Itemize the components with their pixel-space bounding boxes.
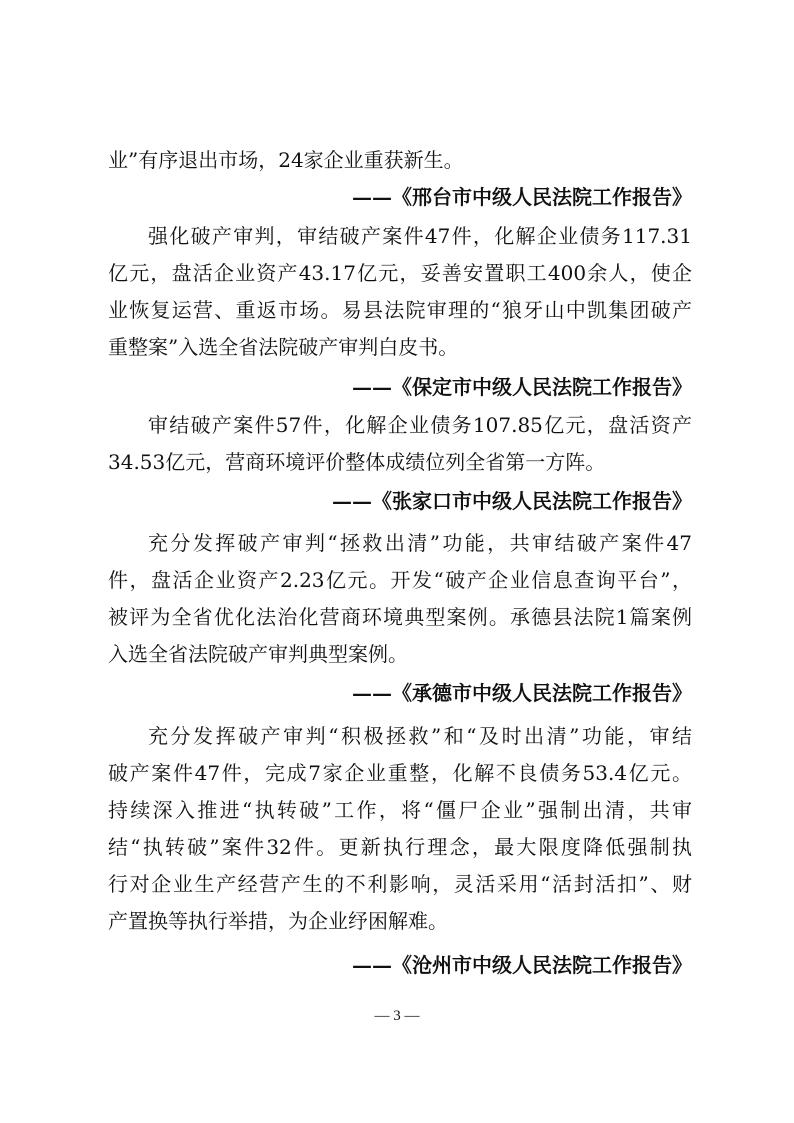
paragraph-zhangjiakou [108,407,692,481]
page-number: — 3 — [374,1008,420,1024]
source-zhangjiakou: ——《张家口市中级人民法院工作报告》 [332,489,692,513]
paragraph-intro-tail [108,142,692,179]
source-cangzhou: ——《沧州市中级人民法院工作报告》 [352,953,692,977]
text-line: 件，盘活企业资产2.23亿元。开发“破产企业信息查询平台”， [108,568,692,592]
text-line: 充分发挥破产审判“积极拯救”和“及时出清”功能，审结 [148,724,692,748]
source-baoding: ——《保定市中级人民法院工作报告》 [352,375,692,399]
source-chengde: ——《承德市中级人民法院工作报告》 [352,681,692,705]
text-line: 入选全省法院破产审判典型案例。 [108,642,408,666]
source-xingtai: ——《邢台市中级人民法院工作报告》 [352,185,692,209]
text-line: 34.53亿元，营商环境评价整体成绩位列全省第一方阵。 [108,450,606,474]
text-line: 行对企业生产经营产生的不利影响，灵活采用“活封活扣”、财 [108,872,692,896]
text-line: 破产案件47件，完成7家企业重整，化解不良债务53.4亿元。 [108,761,692,785]
paragraph-chengde [108,525,692,673]
text-line: 重整案”入选全省法院破产审判白皮书。 [108,335,459,359]
paragraph-cangzhou [108,718,692,940]
text-line: 结“执转破”案件32件。更新执行理念，最大限度降低强制执 [108,835,692,859]
text-line: 业恢复运营、重返市场。易县法院审理的“狼牙山中凯集团破产 [108,298,692,322]
text-line: 业”有序退出市场，24家企业重获新生。 [108,148,464,172]
text-line: 被评为全省优化法治化营商环境典型案例。承德县法院1篇案例 [108,605,692,629]
paragraph-baoding [108,218,692,366]
text-line: 强化破产审判，审结破产案件47件，化解企业债务117.31 [148,224,692,248]
text-line: 充分发挥破产审判“拯救出清”功能，共审结破产案件47 [148,531,692,555]
text-line: 产置换等执行举措，为企业纾困解难。 [108,909,448,933]
text-line: 审结破产案件57件，化解企业债务107.85亿元，盘活资产 [148,413,692,437]
text-line: 持续深入推进“执转破”工作，将“僵尸企业”强制出清，共审 [108,798,692,822]
text-line: 亿元，盘活企业资产43.17亿元，妥善安置职工400余人，使企 [108,261,692,285]
